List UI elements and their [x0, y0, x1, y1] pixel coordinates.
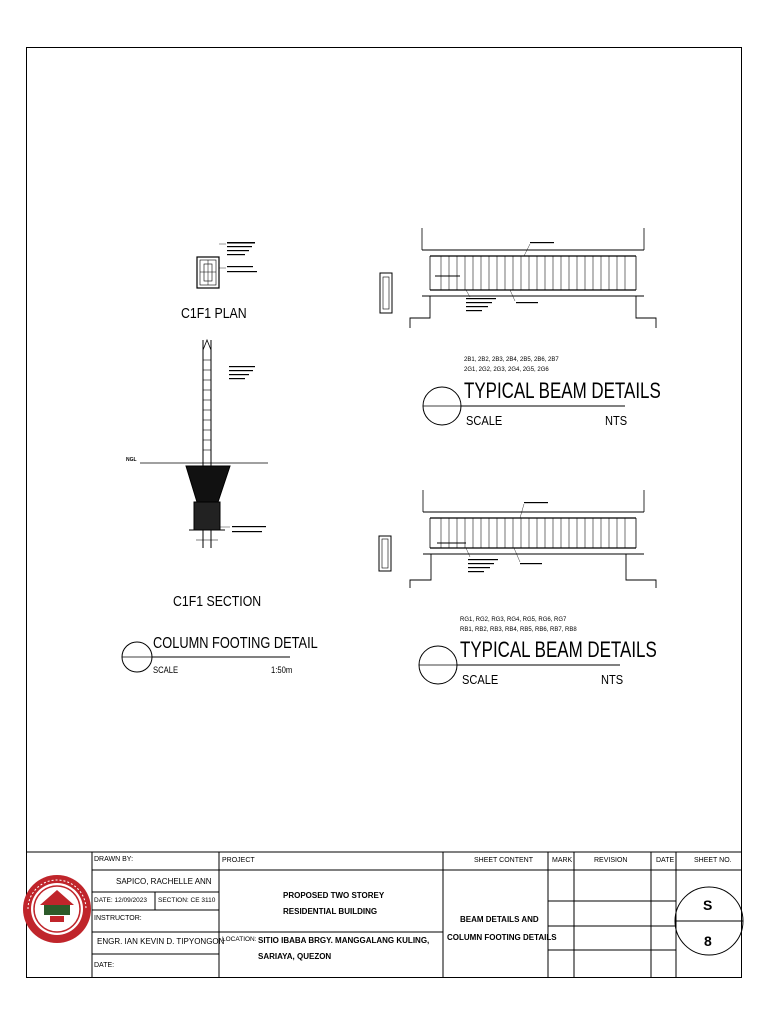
- location-label: LOCATION:: [222, 936, 257, 943]
- date-label: DATE: 12/09/2023: [94, 897, 147, 904]
- revision-column-label: REVISION: [594, 857, 628, 864]
- c1f1-section-label: C1F1 SECTION: [173, 593, 262, 610]
- instructor-value: ENGR. IAN KEVIN D. TIPYONGON: [97, 937, 225, 946]
- beam-2-drawing: [379, 490, 656, 588]
- sheet-letter: S: [703, 897, 713, 913]
- sheet-content-line2: COLUMN FOOTING DETAILS: [447, 933, 557, 942]
- c1f1-section-annotations: [229, 366, 266, 532]
- beam-1-scale-value: NTS: [605, 413, 628, 428]
- project-line1: PROPOSED TWO STOREY: [283, 891, 385, 900]
- beam-1-marks-line2: 2G1, 2G2, 2G3, 2G4, 2G5, 2G6: [464, 367, 549, 373]
- mark-column-label: MARK: [552, 857, 573, 864]
- beam-2-title: TYPICAL BEAM DETAILS: [460, 637, 657, 662]
- date-column-label: DATE: [656, 857, 675, 864]
- sheet-no-label: SHEET NO.: [694, 857, 732, 864]
- c1f1-plan-label: C1F1 PLAN: [181, 305, 247, 322]
- beam-2-scale-label: SCALE: [462, 672, 499, 687]
- date2-label: DATE:: [94, 962, 115, 969]
- column-footing-title: COLUMN FOOTING DETAIL: [153, 635, 318, 652]
- drawn-by-label: DRAWN BY:: [94, 856, 134, 863]
- university-seal-logo: [23, 875, 91, 943]
- beam-2-marks-line2: RB1, RB2, RB3, RB4, RB5, RB6, RB7, RB8: [460, 627, 577, 633]
- c1f1-plan-annotations: [227, 242, 257, 272]
- section-label: SECTION: CE 3110: [158, 897, 216, 904]
- sheet-content-label: SHEET CONTENT: [474, 857, 533, 864]
- project-line2: RESIDENTIAL BUILDING: [283, 907, 378, 916]
- ngl-label: NGL: [126, 457, 137, 463]
- beam-1-drawing: [380, 228, 656, 328]
- beam-1-annotations: [466, 242, 554, 311]
- column-footing-scale-label: SCALE: [153, 665, 179, 675]
- instructor-label: INSTRUCTOR:: [94, 915, 142, 922]
- beam-1-title: TYPICAL BEAM DETAILS: [464, 378, 661, 403]
- beam-2-scale-value: NTS: [601, 672, 624, 687]
- location-line1: SITIO IBABA BRGY. MANGGALANG KULING,: [258, 936, 430, 945]
- beam-1-marks-line1: 2B1, 2B2, 2B3, 2B4, 2B5, 2B6, 2B7: [464, 357, 559, 363]
- location-line2: SARIAYA, QUEZON: [258, 952, 332, 961]
- sheet-content-line1: BEAM DETAILS AND: [460, 915, 539, 924]
- c1f1-plan-drawing: [197, 244, 226, 288]
- column-footing-scale-value: 1:50m: [271, 665, 293, 675]
- beam-1-scale-label: SCALE: [466, 413, 503, 428]
- beam-2-annotations: [468, 502, 548, 572]
- beam-2-marks-line1: RG1, RG2, RG3, RG4, RG5, RG6, RG7: [460, 617, 567, 623]
- drawn-by-value: SAPICO, RACHELLE ANN: [116, 877, 212, 886]
- project-label: PROJECT: [222, 857, 255, 864]
- sheet-number: 8: [704, 933, 712, 949]
